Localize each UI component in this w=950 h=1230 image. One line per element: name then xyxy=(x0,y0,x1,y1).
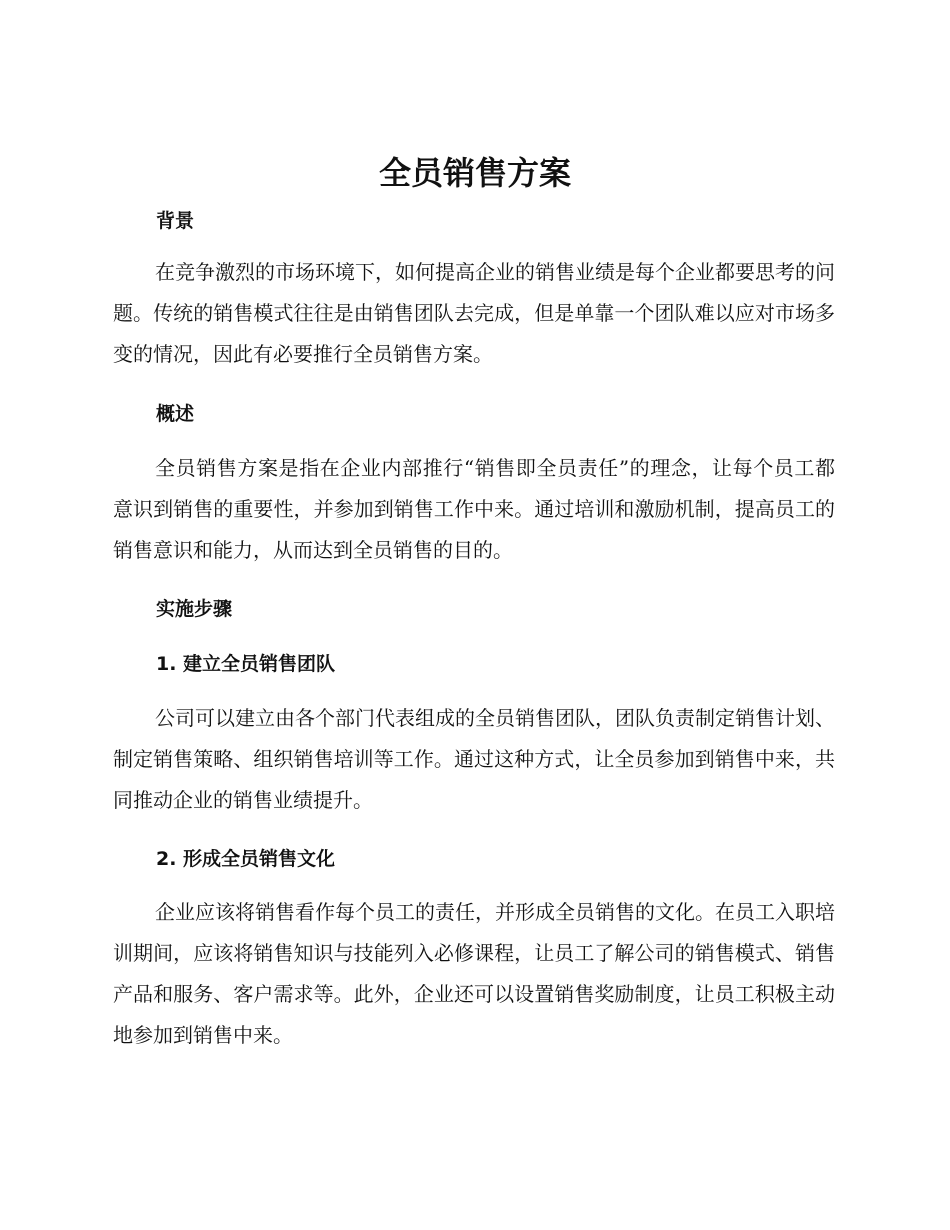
document-title: 全员销售方案 xyxy=(378,154,571,192)
section-heading-background: 背景 xyxy=(156,210,195,232)
section-paragraph-overview: 全员销售方案是指在企业内部推行“销售即全员责任”的理念，让每个员工都意识到销售的重要性，并参加到销售工作中来。通过培训和激励机制，提高员工的销售意识和能力，从而达到全员销售的目的。 xyxy=(113,456,835,562)
section-heading-implementation-steps: 实施步骤 xyxy=(156,598,233,620)
section-paragraph-step-1: 公司可以建立由各个部门代表组成的全员销售团队，团队负责制定销售计划、制定销售策略、组织销售培训等工作。通过这种方式，让全员参加到销售中来，共同推动企业的销售业绩提升。 xyxy=(113,706,835,812)
section-heading-step-1: 1. 建立全员销售团队 xyxy=(156,653,336,675)
section-heading-step-2: 2. 形成全员销售文化 xyxy=(156,848,336,870)
section-paragraph-background: 在竞争激烈的市场环境下，如何提高企业的销售业绩是每个企业都要思考的问题。传统的销售模式往往是由销售团队去完成，但是单靠一个团队难以应对市场多变的情况，因此有必要推行全员销售方案。 xyxy=(113,260,835,366)
section-heading-overview: 概述 xyxy=(156,403,195,425)
section-paragraph-step-2: 企业应该将销售看作每个员工的责任，并形成全员销售的文化。在员工入职培训期间，应该将销售知识与技能列入必修课程，让员工了解公司的销售模式、销售产品和服务、客户需求等。此外，企业还可以设置销售奖励制度，让员工积极主动地参加到销售中来。 xyxy=(113,900,835,1047)
